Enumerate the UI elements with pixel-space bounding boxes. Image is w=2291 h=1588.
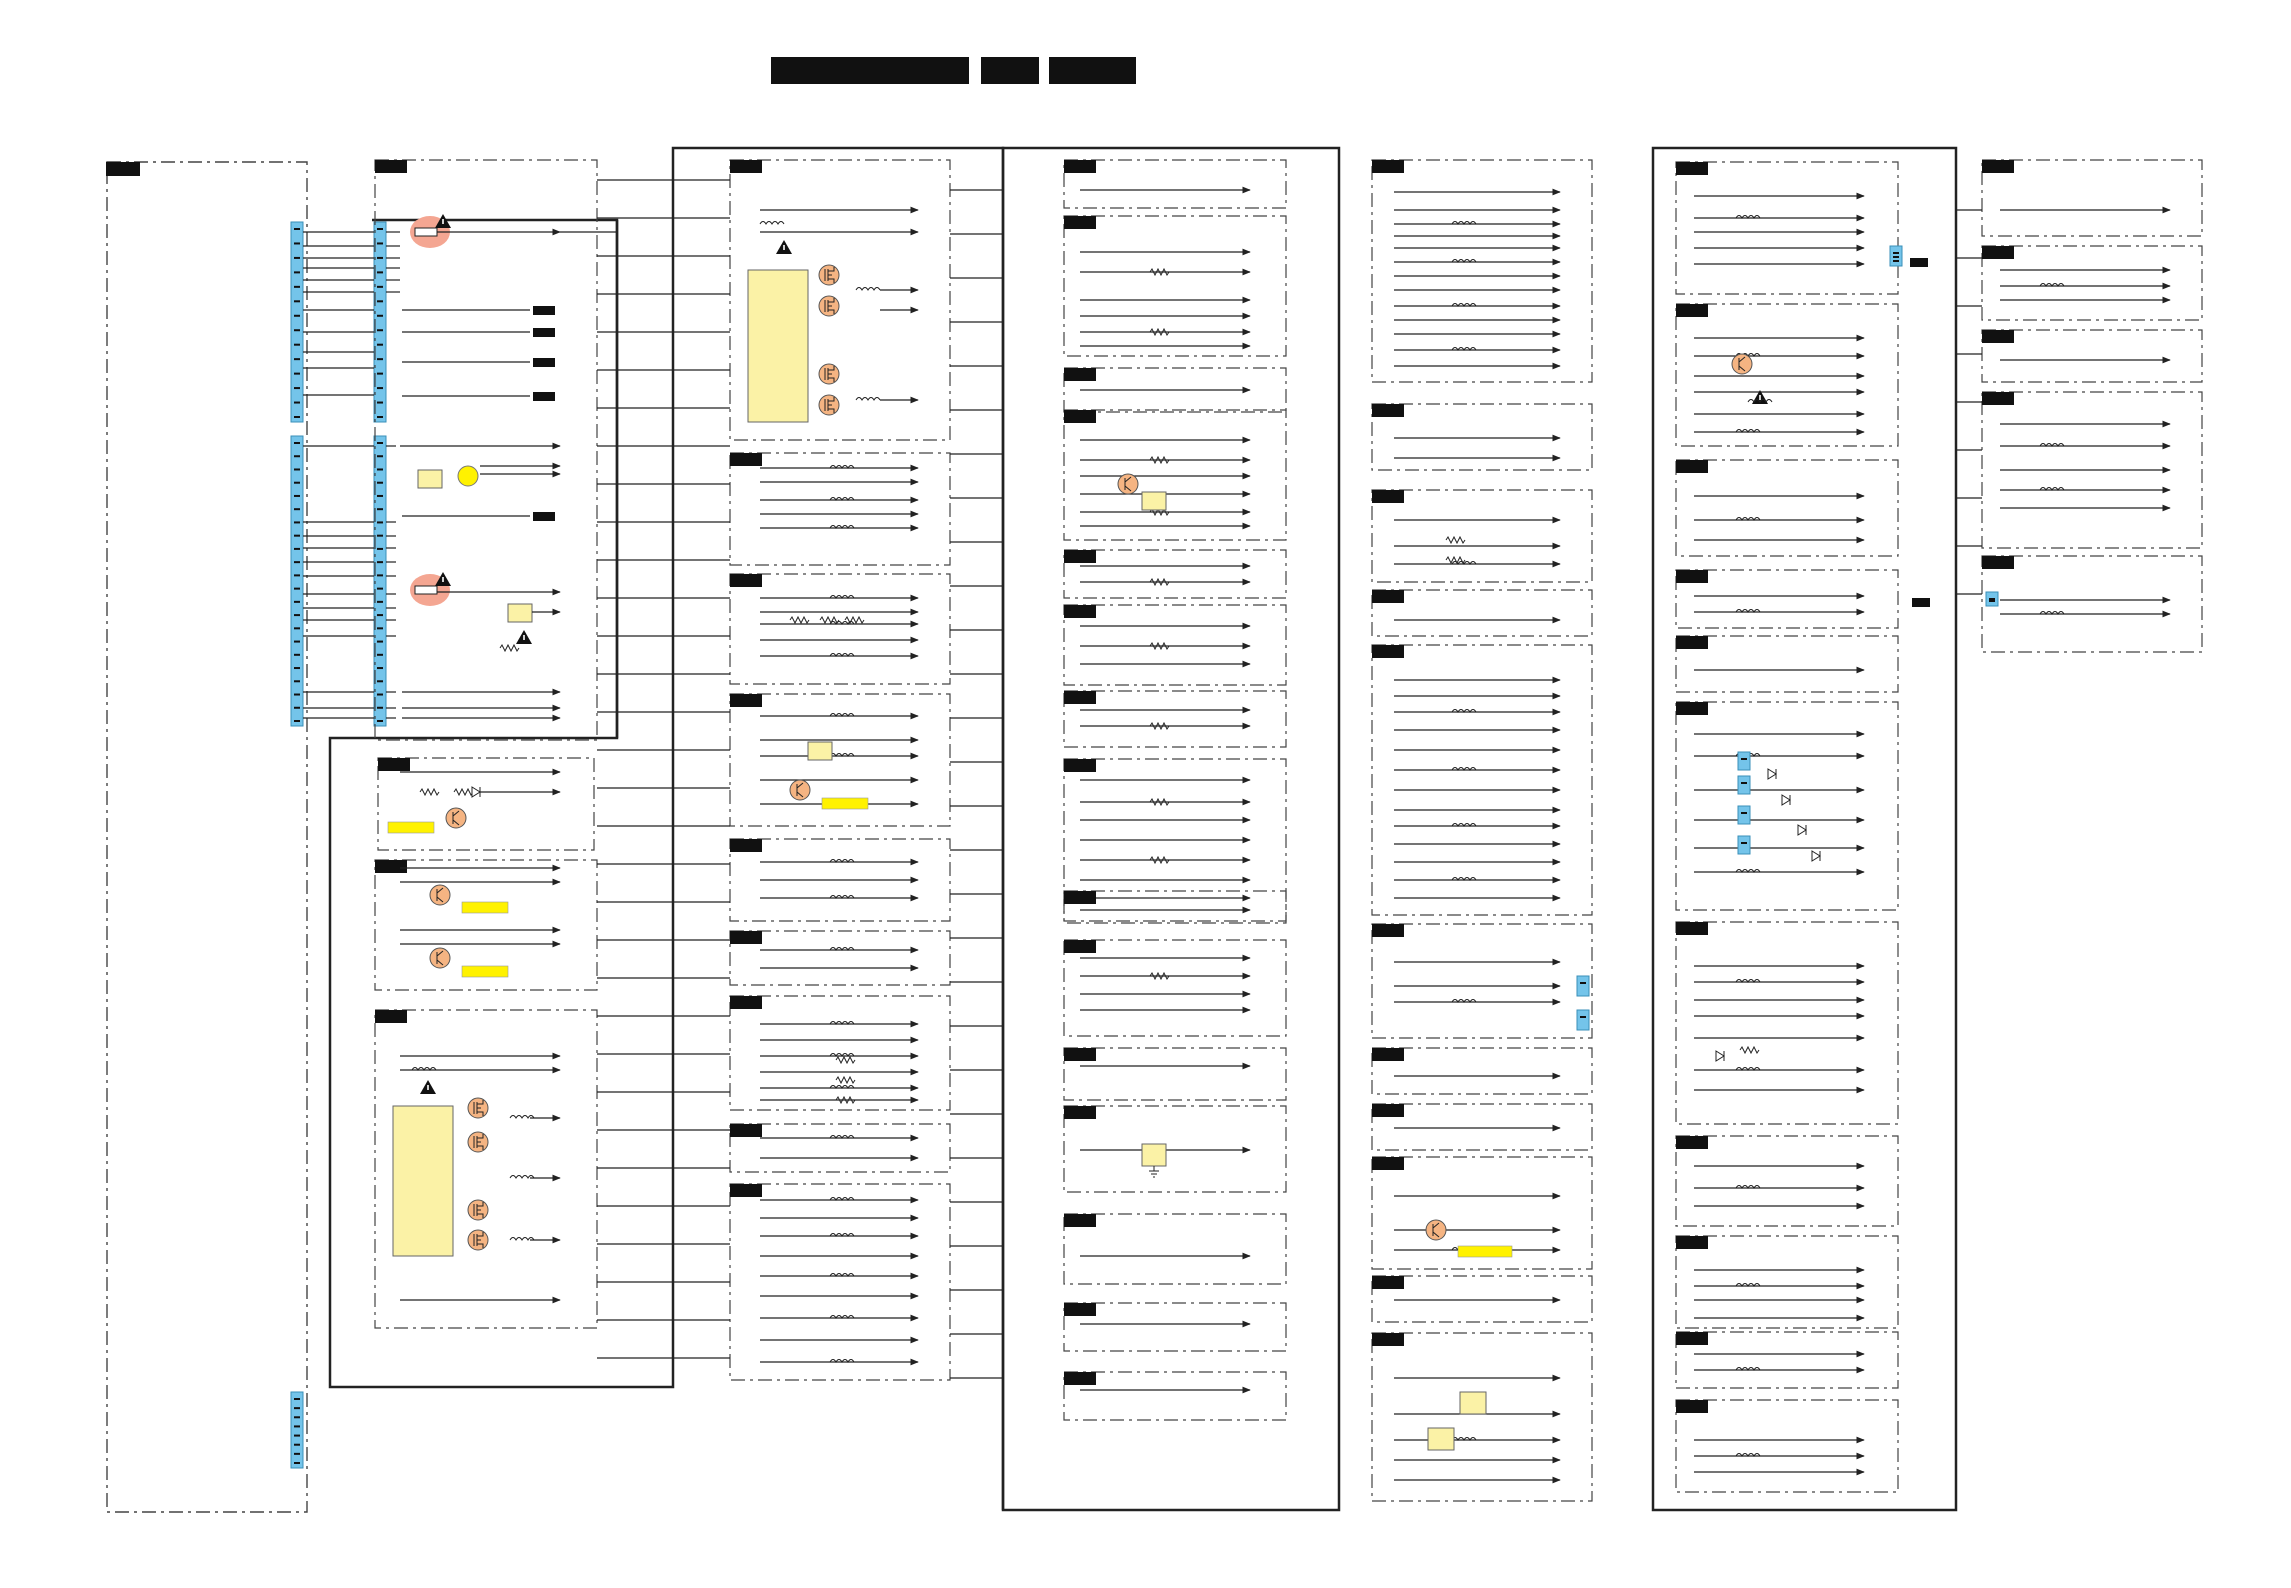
panel-tag — [1064, 1106, 1096, 1119]
panel-col2-7 — [730, 1184, 950, 1380]
connector-pin — [377, 495, 383, 497]
connector-pin — [377, 641, 383, 643]
panel-col3-9 — [1064, 940, 1286, 1036]
panel-tag — [1064, 1372, 1096, 1385]
connector-pin — [377, 521, 383, 523]
panel-col5-2 — [1676, 460, 1898, 556]
resistor-icon — [836, 1057, 855, 1063]
resistor-icon — [790, 617, 809, 623]
connector-pin — [377, 242, 383, 244]
connector-pin — [294, 680, 300, 682]
panel-tag — [1676, 1136, 1708, 1149]
connector-pin — [377, 694, 383, 696]
panel-col3-10 — [1064, 1048, 1286, 1100]
panel-col2-5 — [730, 996, 950, 1110]
ic-col3-b — [1142, 1144, 1166, 1166]
ic-col3-a — [1142, 492, 1166, 510]
panel-tag — [1064, 1303, 1096, 1316]
panel-tag — [1676, 1236, 1708, 1249]
warning-mark — [783, 245, 785, 250]
connector-pin — [377, 720, 383, 722]
panel-tag — [375, 160, 407, 173]
panel-col2-4 — [730, 931, 950, 985]
connector-col4-b — [1577, 1010, 1589, 1030]
ground-icon — [1149, 1166, 1159, 1177]
connector-pin — [377, 329, 383, 331]
connector-pin — [294, 387, 300, 389]
diode-icon — [472, 787, 480, 797]
connector-pin — [294, 257, 300, 259]
frame-column-3 — [1003, 148, 1339, 1510]
panel-col5-6 — [1676, 922, 1898, 1124]
label-box — [388, 822, 434, 833]
warning-mark — [1759, 395, 1761, 400]
connector-pin — [377, 707, 383, 709]
connector-pin — [294, 358, 300, 360]
connector-pin — [1989, 598, 1995, 600]
connector-pin — [294, 1453, 300, 1455]
panel-col3-3 — [1064, 410, 1286, 540]
connector-pin — [294, 455, 300, 457]
connector-pin — [377, 627, 383, 629]
connector-pin — [294, 707, 300, 709]
label-box — [1458, 1246, 1512, 1257]
panel-tag — [1676, 162, 1708, 175]
ic-pwm-controller-2 — [748, 270, 808, 422]
connector-pin — [294, 416, 300, 418]
connector-pin — [294, 1416, 300, 1418]
panel-col4-6 — [1372, 1048, 1592, 1094]
connector-pin — [1893, 260, 1899, 262]
panel-col5-9 — [1676, 1332, 1898, 1388]
panel-tag — [1064, 550, 1096, 563]
panel-mains-input — [107, 162, 307, 1512]
connector-pin — [377, 416, 383, 418]
warning-mark — [427, 1085, 429, 1090]
panel-col5-7 — [1676, 1136, 1898, 1226]
panel-col4-9 — [1372, 1276, 1592, 1322]
panel-tag — [730, 996, 762, 1009]
connector-pin — [377, 373, 383, 375]
coil-icon — [760, 222, 784, 225]
diode-icon — [1798, 825, 1806, 835]
diode-icon — [1768, 769, 1776, 779]
connector-pin — [294, 495, 300, 497]
connector-pin — [294, 1425, 300, 1427]
panel-tag — [378, 758, 410, 771]
panel-tag — [1372, 1048, 1404, 1061]
panel-tag — [1676, 922, 1708, 935]
resistor-icon — [836, 1077, 855, 1083]
panel-col4-4 — [1372, 645, 1592, 915]
panel-tag — [1372, 1333, 1404, 1346]
label-box — [822, 798, 868, 809]
connector — [1738, 776, 1750, 794]
resistor-icon — [1446, 557, 1465, 563]
connector-pin — [1741, 812, 1747, 814]
panel-tag — [1064, 605, 1096, 618]
panel-tag — [1676, 636, 1708, 649]
connector-pin — [294, 329, 300, 331]
panel-tag — [1676, 702, 1708, 715]
panel-tag — [1064, 368, 1096, 381]
panel-col6-4 — [1982, 556, 2202, 652]
tag-mains — [106, 162, 140, 176]
connector-pin — [294, 654, 300, 656]
panel-tag — [375, 1010, 407, 1023]
ic-regulator-2 — [508, 604, 532, 622]
panel-col4-3 — [1372, 590, 1592, 636]
fuse-icon-2 — [415, 586, 437, 594]
connector-pin — [377, 315, 383, 317]
panel-col4-2 — [1372, 490, 1592, 582]
panel-tag — [1372, 404, 1404, 417]
connector-pin — [377, 228, 383, 230]
connector-pin — [294, 228, 300, 230]
panel-col3-1 — [1064, 216, 1286, 356]
panel-tag — [1676, 1400, 1708, 1413]
ic-pwm-controller — [393, 1106, 453, 1256]
panel-col4-1 — [1372, 404, 1592, 470]
panel-col4-0 — [1372, 160, 1592, 382]
panel-tag — [1064, 160, 1096, 173]
resistor-icon — [500, 645, 519, 651]
led-icon — [458, 466, 478, 486]
panel-tag — [1372, 590, 1404, 603]
connector-pin — [294, 1398, 300, 1400]
transistor-icon — [430, 948, 450, 968]
connector-pin — [377, 588, 383, 590]
panel-tag — [1676, 570, 1708, 583]
panel-tag — [1676, 460, 1708, 473]
connector-left-4 — [374, 436, 386, 726]
connector-pin — [294, 614, 300, 616]
panel-col3-6 — [1064, 691, 1286, 747]
connector-pin — [294, 574, 300, 576]
panel-tag — [1982, 246, 2014, 259]
connector-pin — [294, 627, 300, 629]
connector-pin — [377, 286, 383, 288]
panel-col5-8 — [1676, 1236, 1898, 1328]
panel-col6-2 — [1982, 330, 2202, 382]
panel-tag — [1372, 490, 1404, 503]
net-tag — [533, 358, 555, 367]
connector-pin — [377, 535, 383, 537]
panel-power-supply — [375, 160, 597, 740]
panel-col5-1 — [1676, 304, 1898, 446]
panel-tag — [730, 1124, 762, 1137]
panel-tag — [1982, 160, 2014, 173]
panel-tag — [1064, 1048, 1096, 1061]
panel-col3-0 — [1064, 160, 1286, 208]
panel-tag — [730, 931, 762, 944]
resistor-icon — [1446, 537, 1465, 543]
panel-tag — [1064, 216, 1096, 229]
connector-pin — [377, 548, 383, 550]
panel-col5-3 — [1676, 570, 1898, 628]
label-box — [462, 966, 508, 977]
warning-mark — [442, 219, 444, 224]
connector-pin — [377, 455, 383, 457]
panel-col3-5 — [1064, 605, 1286, 685]
connector-pin — [1741, 842, 1747, 844]
diode-icon — [1782, 795, 1790, 805]
connector-pin — [294, 1407, 300, 1409]
fuse-icon — [415, 228, 437, 236]
connector-pin — [294, 300, 300, 302]
connector-pin — [294, 521, 300, 523]
connector-pin — [377, 387, 383, 389]
ic-col4-a — [1460, 1392, 1486, 1414]
connector-pin — [294, 694, 300, 696]
connector-pin — [294, 242, 300, 244]
transistor-icon — [1118, 474, 1138, 494]
label-box — [462, 902, 508, 913]
warning-mark — [442, 577, 444, 582]
connector-pin — [294, 286, 300, 288]
connector-pin — [294, 601, 300, 603]
panel-col5-0 — [1676, 162, 1898, 294]
panel-tag — [1064, 691, 1096, 704]
transistor-icon — [430, 885, 450, 905]
connector-pin — [377, 508, 383, 510]
connector-pin — [377, 482, 383, 484]
panel-tag — [1982, 330, 2014, 343]
panel-col3-8 — [1064, 891, 1286, 923]
connector-pin — [377, 257, 383, 259]
panel-tag — [1676, 304, 1708, 317]
connector-pin — [377, 574, 383, 576]
connector-pin — [1580, 1016, 1586, 1018]
connector-left-1 — [291, 222, 303, 422]
resistor-icon — [1740, 1047, 1759, 1053]
coil-icon — [856, 288, 880, 291]
connector-pin — [377, 561, 383, 563]
connector-pin — [377, 358, 383, 360]
connector-pin — [294, 667, 300, 669]
panel-tag — [1372, 645, 1404, 658]
diode-icon — [1812, 851, 1820, 861]
panel-col3-12 — [1064, 1214, 1286, 1284]
connector-pin — [294, 1444, 300, 1446]
connector-pin — [377, 344, 383, 346]
connector-pin — [294, 535, 300, 537]
connector-pin — [294, 315, 300, 317]
panel-col6-1 — [1982, 246, 2202, 320]
panel-col4-10 — [1372, 1333, 1592, 1501]
connector-pin — [294, 588, 300, 590]
panel-col4-5 — [1372, 924, 1592, 1038]
transistor-icon — [1732, 354, 1752, 374]
panel-tag — [1064, 940, 1096, 953]
ic-col2-a — [808, 742, 832, 760]
connector-pin — [377, 442, 383, 444]
panel-tag — [730, 694, 762, 707]
net-tag — [1912, 598, 1930, 607]
connector-pin — [294, 561, 300, 563]
transistor-icon — [790, 780, 810, 800]
panel-col2-1 — [730, 574, 950, 684]
panel-col5-10 — [1676, 1400, 1898, 1492]
panel-tag — [730, 1184, 762, 1197]
connector-pin — [294, 548, 300, 550]
panel-col3-11 — [1064, 1106, 1286, 1192]
connector-pin — [294, 1435, 300, 1437]
connector-pin — [377, 468, 383, 470]
panel-tag — [1064, 410, 1096, 423]
panel-tag — [375, 860, 407, 873]
connector-pin — [377, 271, 383, 273]
warning-mark — [523, 635, 525, 640]
panel-tag — [1372, 160, 1404, 173]
connector — [1738, 806, 1750, 824]
panel-tag — [1982, 392, 2014, 405]
panel-col5-4 — [1676, 636, 1898, 692]
connector-pin — [294, 720, 300, 722]
connector-pin — [377, 680, 383, 682]
panel-col2-6 — [730, 1124, 950, 1172]
connector-pin — [377, 402, 383, 404]
connector-col4-a — [1577, 976, 1589, 996]
transistor-icon — [1426, 1220, 1446, 1240]
connector-pin — [377, 601, 383, 603]
connector-pin — [294, 468, 300, 470]
connector-pin — [294, 442, 300, 444]
connector-pin — [1893, 252, 1899, 254]
panel-tag — [1982, 556, 2014, 569]
connector-pin — [1580, 982, 1586, 984]
connector-pin — [1741, 782, 1747, 784]
net-tag — [533, 512, 555, 521]
connector — [1738, 752, 1750, 770]
resistor-icon — [820, 617, 839, 623]
panel-tag — [730, 453, 762, 466]
connector-bottom-left — [291, 1392, 303, 1468]
panel-col3-4 — [1064, 550, 1286, 598]
connector-pin — [377, 667, 383, 669]
panel-tag — [730, 839, 762, 852]
panel-tag — [1372, 1157, 1404, 1170]
connector-pin — [294, 508, 300, 510]
transistor-icon — [446, 808, 466, 828]
connector — [1738, 836, 1750, 854]
net-tag — [533, 328, 555, 337]
panel-tag — [1676, 1332, 1708, 1345]
connector-pin — [294, 1462, 300, 1464]
connector-pin — [294, 402, 300, 404]
panel-col5-5 — [1676, 702, 1898, 910]
connector-pin — [294, 373, 300, 375]
resistor-icon — [845, 617, 864, 623]
ic-regulator — [418, 470, 442, 488]
connector-pin — [377, 300, 383, 302]
diode-icon — [1716, 1051, 1724, 1061]
resistor-icon — [454, 789, 473, 795]
net-tag — [533, 306, 555, 315]
connector-pin — [377, 614, 383, 616]
resistor-icon — [420, 789, 439, 795]
panel-tag — [1372, 1276, 1404, 1289]
connector-pin — [294, 641, 300, 643]
connector-pin — [1893, 256, 1899, 258]
panel-tag — [1372, 1104, 1404, 1117]
connector-pin — [294, 271, 300, 273]
panel-tag — [1372, 924, 1404, 937]
panel-tag — [1064, 891, 1096, 904]
panel-tag — [1064, 1214, 1096, 1227]
panel-tag — [1064, 759, 1096, 772]
net-tag — [1910, 258, 1928, 267]
connector-pin — [1741, 758, 1747, 760]
coil-icon — [856, 398, 880, 401]
connector-pin — [294, 344, 300, 346]
connector-pin — [294, 482, 300, 484]
panel-col6-0 — [1982, 160, 2202, 236]
panel-tag — [730, 160, 762, 173]
ic-col4-b — [1428, 1428, 1454, 1450]
panel-col3-14 — [1064, 1372, 1286, 1420]
connector-pin — [377, 654, 383, 656]
connector-left-2 — [374, 222, 386, 422]
panel-col3-13 — [1064, 1303, 1286, 1351]
panel-tag — [730, 574, 762, 587]
net-tag — [533, 392, 555, 401]
connector-left-3 — [291, 436, 303, 726]
panel-col2-0 — [730, 453, 950, 565]
connector-pin — [1989, 600, 1995, 602]
panel-col4-7 — [1372, 1104, 1592, 1150]
